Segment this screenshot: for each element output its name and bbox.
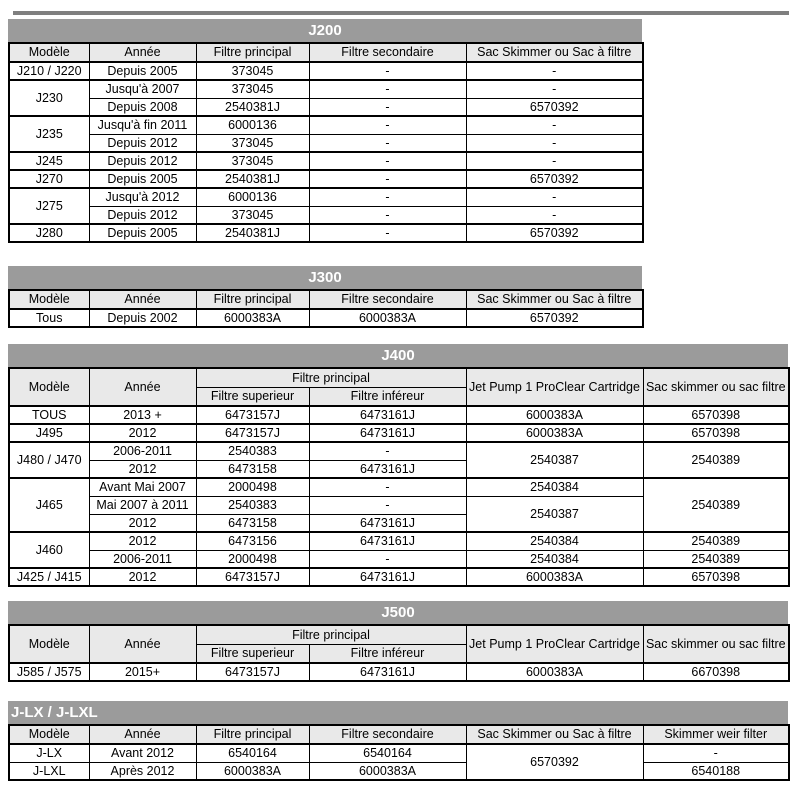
data-cell: 6000383A bbox=[466, 424, 643, 442]
data-cell: 2540387 bbox=[466, 496, 643, 532]
table-row bbox=[9, 206, 643, 224]
data-cell: J210 / J220 bbox=[9, 62, 89, 80]
header-cell: Filtre principal bbox=[196, 43, 309, 62]
data-cell: 2540389 bbox=[643, 442, 789, 478]
header-cell: Sac skimmer ou sac filtre bbox=[643, 625, 789, 663]
header-cell: Modèle bbox=[9, 290, 89, 309]
data-cell: - bbox=[309, 134, 466, 152]
data-cell: J235 bbox=[9, 116, 89, 152]
data-cell: TOUS bbox=[9, 406, 89, 424]
data-cell: - bbox=[309, 80, 466, 98]
data-cell: Jusqu'à 2007 bbox=[89, 80, 196, 98]
data-cell: 6473161J bbox=[309, 460, 466, 478]
table-row bbox=[9, 98, 643, 116]
table-row bbox=[9, 406, 789, 424]
table-row bbox=[9, 224, 643, 242]
data-cell: 6473156 bbox=[196, 532, 309, 550]
data-cell: 2012 bbox=[89, 514, 196, 532]
data-cell: Après 2012 bbox=[89, 762, 196, 780]
header-cell: Filtre superieur bbox=[196, 387, 309, 406]
data-cell: - bbox=[309, 98, 466, 116]
data-cell: 6540164 bbox=[196, 744, 309, 762]
table-row bbox=[9, 80, 643, 98]
table-row bbox=[9, 762, 789, 780]
data-cell: Depuis 2012 bbox=[89, 206, 196, 224]
header-cell: Année bbox=[89, 625, 196, 663]
header-cell: Modèle bbox=[9, 368, 89, 406]
table-row bbox=[9, 663, 789, 681]
table-section-jlx-jlxl bbox=[8, 701, 788, 781]
data-cell: - bbox=[466, 206, 643, 224]
data-cell: 6000136 bbox=[196, 116, 309, 134]
data-cell: - bbox=[309, 478, 466, 496]
data-cell: 2540383 bbox=[196, 442, 309, 460]
data-cell: 6000383A bbox=[466, 663, 643, 681]
table-j200 bbox=[8, 42, 644, 243]
data-cell: 6000383A bbox=[309, 309, 466, 327]
data-cell: Depuis 2002 bbox=[89, 309, 196, 327]
data-cell: Avant Mai 2007 bbox=[89, 478, 196, 496]
header-row bbox=[9, 290, 643, 309]
data-cell: 2540381J bbox=[196, 170, 309, 188]
data-cell: 6473161J bbox=[309, 406, 466, 424]
data-cell: Mai 2007 à 2011 bbox=[89, 496, 196, 514]
data-cell: 6000383A bbox=[466, 568, 643, 586]
data-cell: - bbox=[309, 442, 466, 460]
data-cell: 373045 bbox=[196, 152, 309, 170]
data-cell: 2540381J bbox=[196, 98, 309, 116]
header-cell: Filtre principal bbox=[196, 290, 309, 309]
data-cell: 2540387 bbox=[466, 442, 643, 478]
data-cell: - bbox=[466, 188, 643, 206]
header-cell: Filtre secondaire bbox=[309, 290, 466, 309]
data-cell: 2000498 bbox=[196, 550, 309, 568]
data-cell: Avant 2012 bbox=[89, 744, 196, 762]
data-cell: 2006-2011 bbox=[89, 550, 196, 568]
data-cell: - bbox=[309, 224, 466, 242]
data-cell: 2540384 bbox=[466, 532, 643, 550]
data-cell: - bbox=[309, 188, 466, 206]
data-cell: 2012 bbox=[89, 424, 196, 442]
data-cell: 6473157J bbox=[196, 424, 309, 442]
data-cell: J425 / J415 bbox=[9, 568, 89, 586]
data-cell: 2012 bbox=[89, 568, 196, 586]
table-title-jlx-jlxl: J-LX / J-LXL bbox=[8, 701, 788, 724]
header-cell: Modèle bbox=[9, 725, 89, 744]
data-cell: 6570392 bbox=[466, 98, 643, 116]
header-row bbox=[9, 368, 789, 387]
data-cell: Depuis 2012 bbox=[89, 134, 196, 152]
data-cell: 6000136 bbox=[196, 188, 309, 206]
header-cell: Jet Pump 1 ProClear Cartridge bbox=[466, 625, 643, 663]
document-page bbox=[0, 11, 800, 811]
data-cell: J495 bbox=[9, 424, 89, 442]
header-cell: Skimmer weir filter bbox=[643, 725, 789, 744]
data-cell: - bbox=[466, 116, 643, 134]
data-cell: J465 bbox=[9, 478, 89, 532]
data-cell: 6000383A bbox=[196, 762, 309, 780]
table-title-j300: J300 bbox=[8, 266, 642, 289]
data-cell: Jusqu'à fin 2011 bbox=[89, 116, 196, 134]
data-cell: Depuis 2012 bbox=[89, 152, 196, 170]
table-row bbox=[9, 442, 789, 460]
table-j500 bbox=[8, 624, 790, 682]
data-cell: J-LXL bbox=[9, 762, 89, 780]
data-cell: 6570392 bbox=[466, 309, 643, 327]
header-cell: Filtre principal bbox=[196, 368, 466, 387]
data-cell: 373045 bbox=[196, 134, 309, 152]
data-cell: 6473161J bbox=[309, 514, 466, 532]
data-cell: 6540164 bbox=[309, 744, 466, 762]
data-cell: 6570398 bbox=[643, 424, 789, 442]
data-cell: 6473157J bbox=[196, 406, 309, 424]
data-cell: - bbox=[309, 170, 466, 188]
header-cell: Sac skimmer ou sac filtre bbox=[643, 368, 789, 406]
data-cell: 6473161J bbox=[309, 532, 466, 550]
data-cell: 2540389 bbox=[643, 550, 789, 568]
data-cell: 2540389 bbox=[643, 532, 789, 550]
header-row bbox=[9, 43, 643, 62]
table-j300 bbox=[8, 289, 644, 328]
data-cell: - bbox=[309, 116, 466, 134]
data-cell: - bbox=[309, 496, 466, 514]
data-cell: - bbox=[309, 62, 466, 80]
table-j400 bbox=[8, 367, 790, 587]
table-row bbox=[9, 568, 789, 586]
data-cell: 6570392 bbox=[466, 224, 643, 242]
table-jlx-jlxl bbox=[8, 724, 790, 781]
data-cell: 2000498 bbox=[196, 478, 309, 496]
data-cell: - bbox=[309, 206, 466, 224]
data-cell: Tous bbox=[9, 309, 89, 327]
data-cell: 2012 bbox=[89, 460, 196, 478]
data-cell: 6570392 bbox=[466, 744, 643, 780]
data-cell: Jusqu'à 2012 bbox=[89, 188, 196, 206]
data-cell: 6473161J bbox=[309, 568, 466, 586]
data-cell: 2006-2011 bbox=[89, 442, 196, 460]
header-cell: Sac Skimmer ou Sac à filtre bbox=[466, 290, 643, 309]
table-row bbox=[9, 152, 643, 170]
data-cell: Depuis 2008 bbox=[89, 98, 196, 116]
data-cell: J230 bbox=[9, 80, 89, 116]
data-cell: J245 bbox=[9, 152, 89, 170]
table-row bbox=[9, 116, 643, 134]
table-row bbox=[9, 744, 789, 762]
header-cell: Année bbox=[89, 368, 196, 406]
data-cell: 6540188 bbox=[643, 762, 789, 780]
header-cell: Année bbox=[89, 725, 196, 744]
header-cell: Modèle bbox=[9, 43, 89, 62]
data-cell: - bbox=[309, 152, 466, 170]
data-cell: Depuis 2005 bbox=[89, 62, 196, 80]
data-cell: - bbox=[643, 744, 789, 762]
data-cell: - bbox=[466, 62, 643, 80]
header-cell: Filtre secondaire bbox=[309, 725, 466, 744]
header-cell: Année bbox=[89, 43, 196, 62]
table-row bbox=[9, 532, 789, 550]
data-cell: 373045 bbox=[196, 206, 309, 224]
table-row bbox=[9, 478, 789, 496]
table-row bbox=[9, 188, 643, 206]
table-row bbox=[9, 62, 643, 80]
header-cell: Filtre superieur bbox=[196, 644, 309, 663]
table-section-j500 bbox=[8, 601, 788, 682]
data-cell: 6473157J bbox=[196, 663, 309, 681]
data-cell: - bbox=[466, 134, 643, 152]
table-row bbox=[9, 309, 643, 327]
data-cell: 6570398 bbox=[643, 568, 789, 586]
table-title-j200: J200 bbox=[8, 19, 642, 42]
table-title-j500: J500 bbox=[8, 601, 788, 624]
table-row bbox=[9, 170, 643, 188]
data-cell: 6473161J bbox=[309, 424, 466, 442]
data-cell: 2540383 bbox=[196, 496, 309, 514]
data-cell: 2540384 bbox=[466, 478, 643, 496]
table-row bbox=[9, 134, 643, 152]
data-cell: 2012 bbox=[89, 532, 196, 550]
data-cell: 373045 bbox=[196, 62, 309, 80]
data-cell: 6570398 bbox=[643, 406, 789, 424]
data-cell: 6000383A bbox=[196, 309, 309, 327]
data-cell: J275 bbox=[9, 188, 89, 224]
header-cell: Filtre inféreur bbox=[309, 644, 466, 663]
table-section-j200 bbox=[8, 19, 642, 243]
cropped-section-bar bbox=[13, 11, 789, 15]
data-cell: - bbox=[309, 550, 466, 568]
header-cell: Année bbox=[89, 290, 196, 309]
data-cell: 2540389 bbox=[643, 478, 789, 532]
data-cell: 2013 + bbox=[89, 406, 196, 424]
data-cell: J460 bbox=[9, 532, 89, 568]
header-cell: Jet Pump 1 ProClear Cartridge bbox=[466, 368, 643, 406]
header-cell: Modèle bbox=[9, 625, 89, 663]
data-cell: J280 bbox=[9, 224, 89, 242]
data-cell: 6670398 bbox=[643, 663, 789, 681]
tables-container bbox=[8, 19, 800, 781]
data-cell: 6570392 bbox=[466, 170, 643, 188]
data-cell: 6000383A bbox=[309, 762, 466, 780]
data-cell: - bbox=[466, 152, 643, 170]
header-cell: Sac Skimmer ou Sac à filtre bbox=[466, 725, 643, 744]
data-cell: - bbox=[466, 80, 643, 98]
header-row bbox=[9, 725, 789, 744]
data-cell: 373045 bbox=[196, 80, 309, 98]
header-cell: Filtre principal bbox=[196, 725, 309, 744]
data-cell: 6473158 bbox=[196, 460, 309, 478]
header-cell: Sac Skimmer ou Sac à filtre bbox=[466, 43, 643, 62]
data-cell: Depuis 2005 bbox=[89, 224, 196, 242]
header-cell: Filtre secondaire bbox=[309, 43, 466, 62]
data-cell: J480 / J470 bbox=[9, 442, 89, 478]
table-row bbox=[9, 424, 789, 442]
table-section-j300 bbox=[8, 266, 642, 328]
data-cell: J270 bbox=[9, 170, 89, 188]
header-cell: Filtre principal bbox=[196, 625, 466, 644]
data-cell: 2540381J bbox=[196, 224, 309, 242]
header-row bbox=[9, 625, 789, 644]
data-cell: 6000383A bbox=[466, 406, 643, 424]
data-cell: 2015+ bbox=[89, 663, 196, 681]
data-cell: Depuis 2005 bbox=[89, 170, 196, 188]
table-title-j400: J400 bbox=[8, 344, 788, 367]
data-cell: 6473161J bbox=[309, 663, 466, 681]
data-cell: J-LX bbox=[9, 744, 89, 762]
table-row bbox=[9, 550, 789, 568]
data-cell: 6473157J bbox=[196, 568, 309, 586]
table-section-j400 bbox=[8, 344, 788, 587]
data-cell: 6473158 bbox=[196, 514, 309, 532]
data-cell: J585 / J575 bbox=[9, 663, 89, 681]
data-cell: 2540384 bbox=[466, 550, 643, 568]
header-cell: Filtre inféreur bbox=[309, 387, 466, 406]
